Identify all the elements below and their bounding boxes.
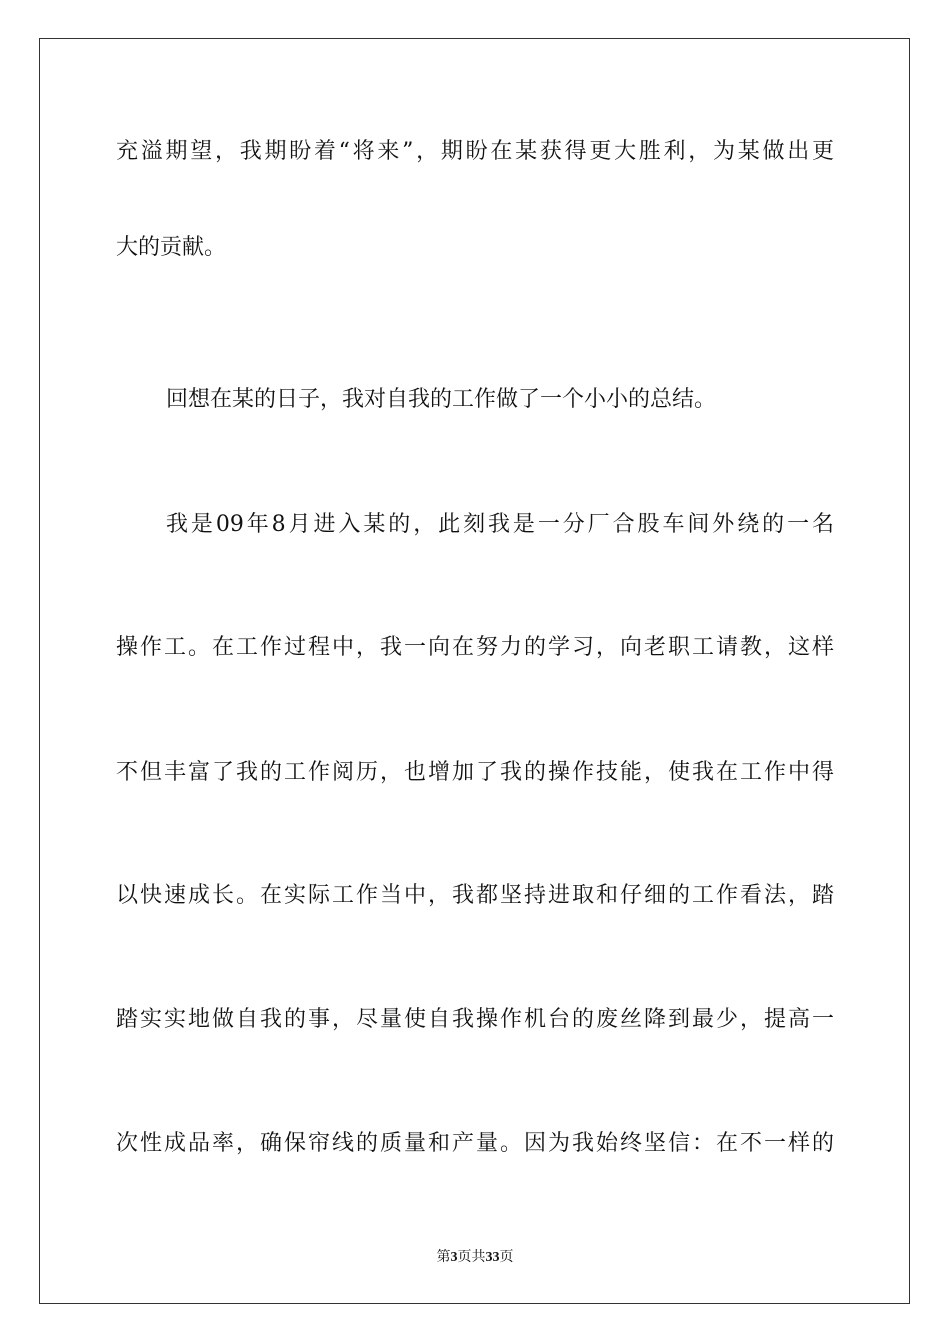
page-suffix: 页 xyxy=(457,1249,472,1265)
text-line-6: 不但丰富了我的工作阅历，也增加了我的操作技能，使我在工作中得 xyxy=(116,760,834,785)
text-line-7: 以快速成长。在实际工作当中，我都坚持进取和仔细的工作看法，踏 xyxy=(116,883,834,908)
text-line-1: 充溢期望，我期盼着“将来”，期盼在某获得更大胜利，为某做出更 xyxy=(116,139,834,164)
page-total: 33 xyxy=(485,1250,500,1265)
text-line-4: 我是09年8月进入某的，此刻我是一分厂合股车间外绕的一名 xyxy=(166,512,834,537)
page-frame xyxy=(39,38,910,1304)
page-current: 3 xyxy=(450,1250,458,1265)
text-line-2: 大的贡献。 xyxy=(116,235,227,260)
text-line-3: 回想在某的日子，我对自我的工作做了一个小小的总结。 xyxy=(166,387,717,412)
page-prefix: 第 xyxy=(436,1249,451,1265)
page-footer xyxy=(0,1248,950,1267)
total-prefix: 共 xyxy=(471,1249,486,1265)
text-line-9: 次性成品率，确保帘线的质量和产量。因为我始终坚信：在不一样的 xyxy=(116,1131,834,1156)
total-suffix: 页 xyxy=(499,1249,514,1265)
text-line-8: 踏实实地做自我的事，尽量使自我操作机台的废丝降到最少，提高一 xyxy=(116,1007,834,1032)
text-line-5: 操作工。在工作过程中，我一向在努力的学习，向老职工请教，这样 xyxy=(116,635,834,660)
